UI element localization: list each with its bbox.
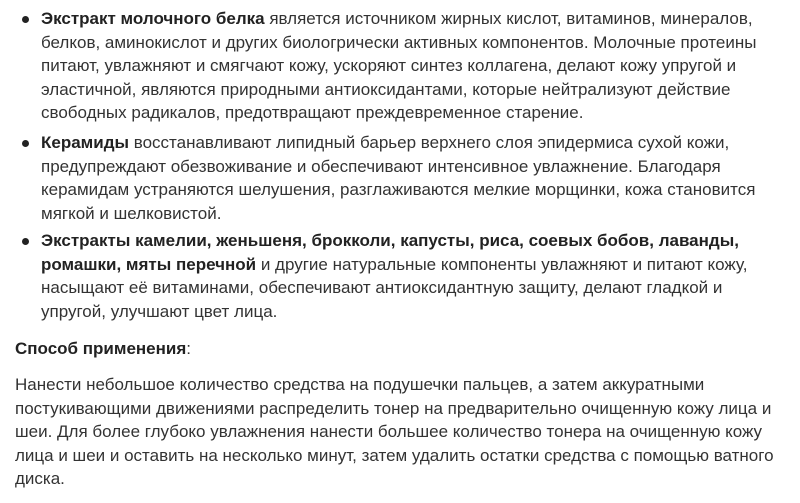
list-item-ceramides [0,131,790,225]
method-heading [15,337,191,361]
ingredient-description: восстанавливают липидный барьер верхнего слоя эпидермиса сухой кожи, предупреждают обезвоживание и обеспечивают интенсивное увлажнение. Благодаря керамидам устраняются шелушения, разглаживаются мелкие морщинки, кожа становится мягкой и шелковистой. [41,133,756,223]
method-title: Способ применения [15,339,187,358]
ingredient-description: и другие натуральные компоненты увлажняют и питают кожу, насыщают её витаминами, обеспечивают антиоксидантную защиту, делают гладкой и упругой, улучшают цвет лица. [41,254,748,321]
method-colon: : [186,339,191,358]
ingredient-name: Керамиды [41,133,130,152]
list-item-plant-extracts [0,229,790,323]
ingredient-name: Экстракт молочного белка [41,9,265,28]
bullet-dot-icon [22,16,29,23]
bullet-dot-icon [22,238,29,245]
method-description: Нанести небольшое количество средства на подушечки пальцев, а затем аккуратными постукивающими движениями распределить тонер на предварительно очищенную кожу лица и шеи. Для более глубоко увлажнения нанести большее количество тонера на очищенную кожу лица и шеи и оставить на несколько минут, затем удалить остатки средства с помощью ватного диска. [15,375,774,488]
bullet-dot-icon [22,140,29,147]
ingredient-description: является источником жирных кислот, витаминов, минералов, белков, аминокислот и других биологрически активных компонентов. Молочные протеины питают, увлажняют и смягчают кожу, ускоряют синтез коллагена, делают кожу упругой и эластичной, являются природными антиоксидантами, которые нейтрализуют действие свободных радикалов, предотвращают преждевременное старение. [41,9,757,122]
ingredient-name: Экстракты камелии, женьшеня, брокколи, капусты, риса, соевых бобов, лаванды, ромашки, мяты перечной [41,231,739,274]
list-item-milk-protein [0,7,790,125]
